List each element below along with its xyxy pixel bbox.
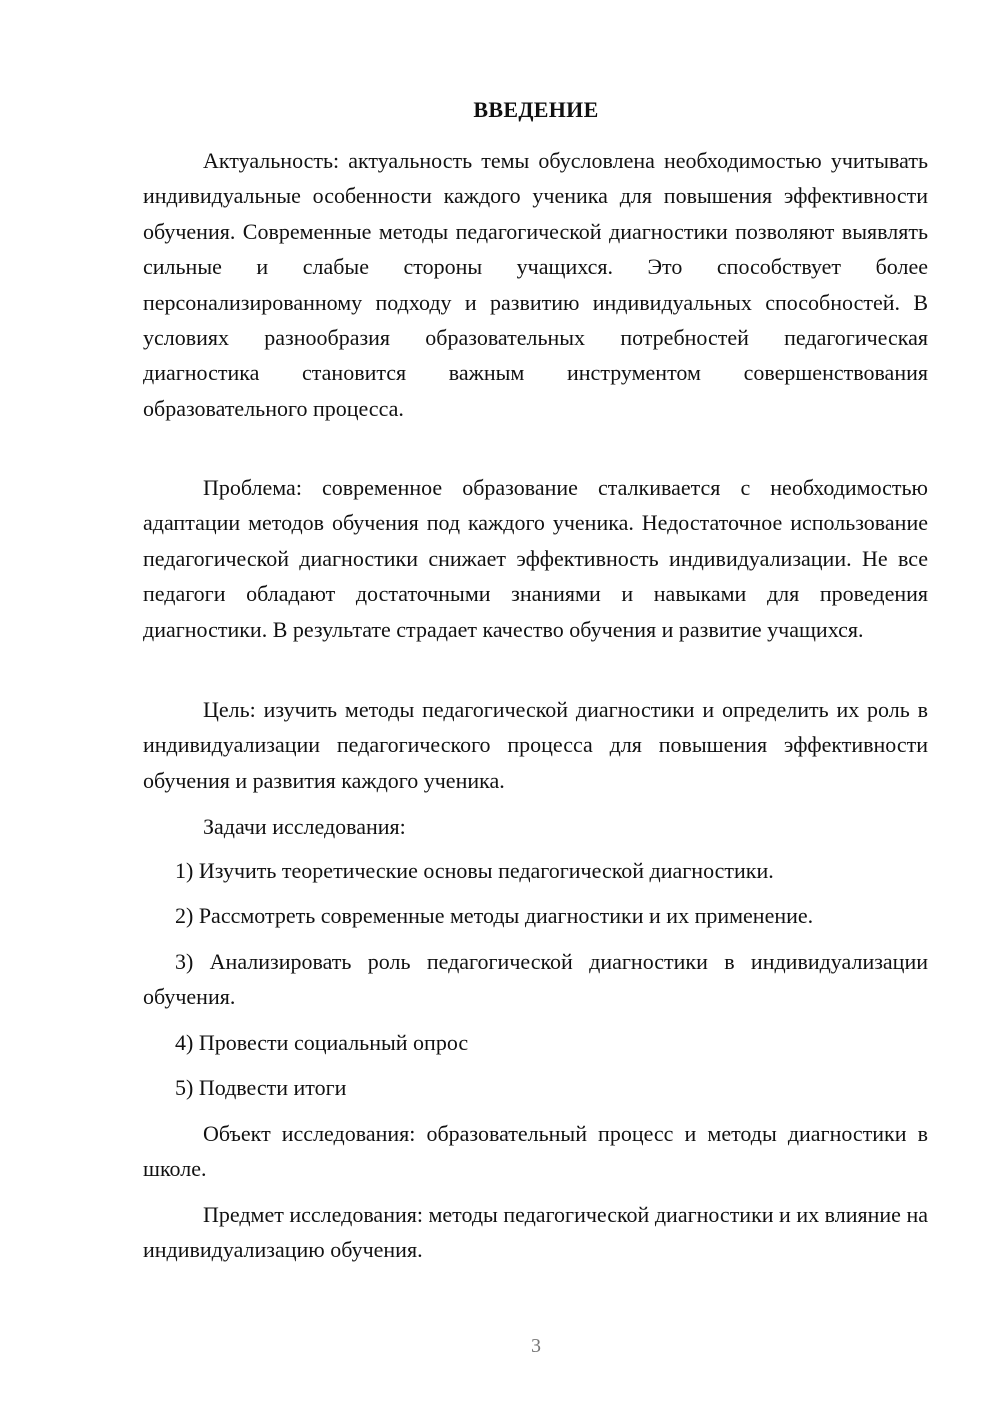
goal-paragraph: Цель: изучить методы педагогической диагностики и определить их роль в индивидуализации педагогического процесса для повышения эффективности обучения и развития каждого ученика. [143,697,928,793]
object-paragraph: Объект исследования: образовательный процесс и методы диагностики в школе. [143,1121,928,1182]
task-item: 2) Рассмотреть современные методы диагностики и их применение. [175,903,814,928]
tasks-heading: Задачи исследования: [203,814,406,839]
subject-paragraph: Предмет исследования: методы педагогической диагностики и их влияние на индивидуализацию обучения. [143,1202,928,1263]
task-item: 5) Подвести итоги [175,1075,347,1100]
page-number: 3 [531,1335,541,1357]
task-item: 1) Изучить теоретические основы педагогической диагностики. [175,858,774,883]
task-item: 4) Провести социальный опрос [175,1030,469,1055]
problem-paragraph: Проблема: современное образование сталкивается с необходимостью адаптации методов обучения под каждого ученика. Недостаточное использование педагогической диагностики снижает эффективность индивидуализации. Не все педагоги обладают достаточными знаниями и навыками для проведения диагностики. В результате страдает качество обучения и развитие учащихся. [143,475,928,642]
page-title: ВВЕДЕНИЕ [473,97,599,122]
relevance-paragraph: Актуальность: актуальность темы обусловлена необходимостью учитывать индивидуальные особенности каждого ученика для повышения эффективности обучения. Современные методы педагогической диагностики позволяют выявлять сильные и слабые стороны учащихся. Это способствует более персонализированному подходу и развитию индивидуальных способностей. В условиях разнообразия образовательных потребностей педагогическая диагностика становится важным инструментом совершенствования образовательного процесса. [143,148,928,421]
task-item: 3) Анализировать роль педагогической диагностики в индивидуализации обучения. [143,949,928,1010]
